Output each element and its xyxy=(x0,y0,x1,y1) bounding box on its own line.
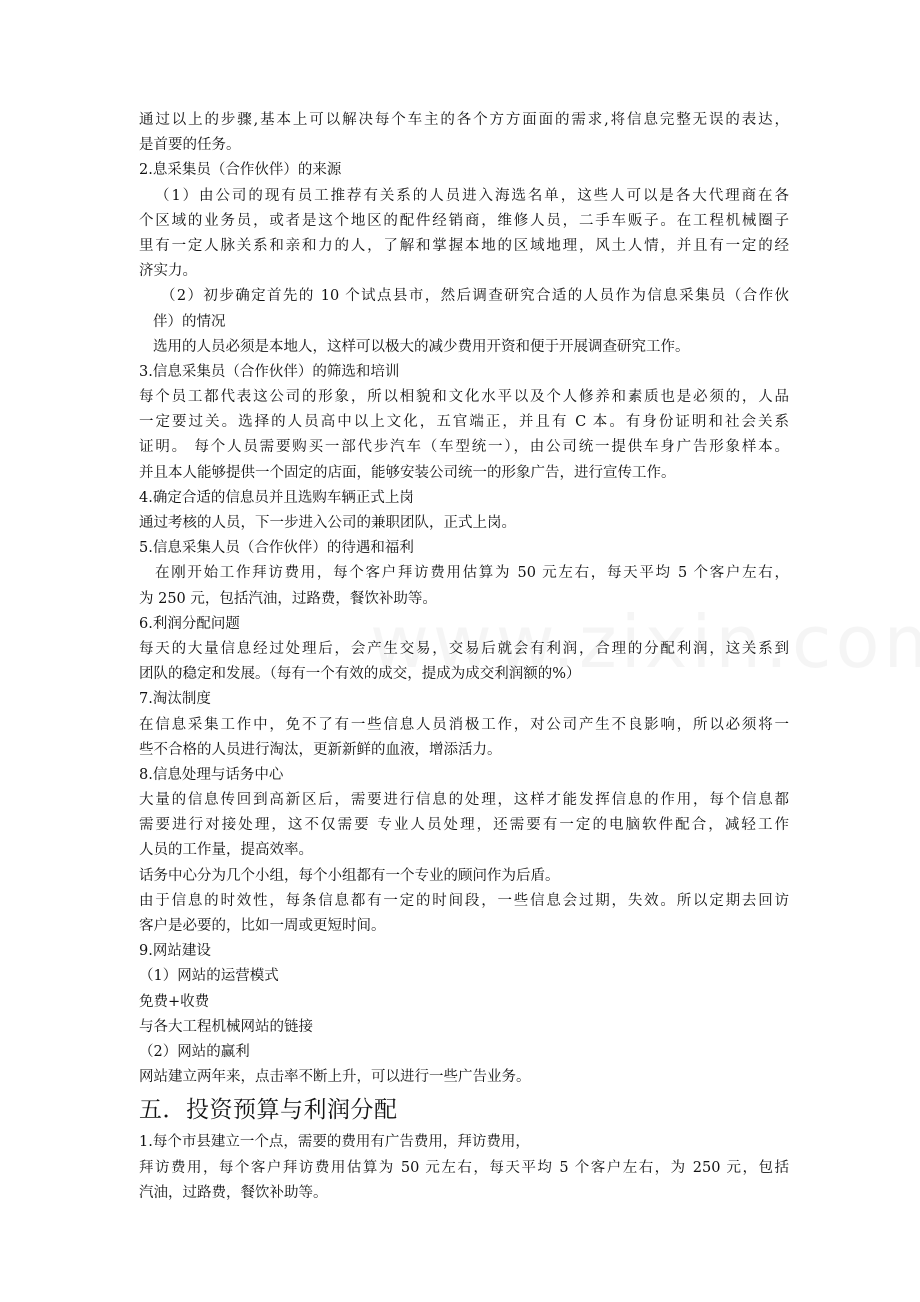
paragraph-line: 通过以上的步骤,基本上可以解决每个车主的各个方方面面的需求,将信息完整无误的表达， xyxy=(139,112,789,128)
paragraph-line: （1）由公司的现有员工推荐有关系的人员进入海选名单，这些人可以是各大代理商在各 xyxy=(155,187,789,204)
paragraph-line: 话务中心分为几个小组，每个小组都有一个专业的顾问作为后盾。 xyxy=(139,867,560,884)
paragraph-line: 证明。 每个人员需要购买一部代步汽车（车型统一），由公司统一提供车身广告形象样本。 xyxy=(139,439,789,456)
paragraph-line: 在刚开始工作拜访费用，每个客户拜访费用估算为 50 元左右，每天平均 5 个客户左右， xyxy=(155,565,789,582)
paragraph-line: 伴）的情况 xyxy=(153,313,226,330)
section-subheading: 5.信息采集人员（合作伙伴）的待遇和福利 xyxy=(139,540,414,557)
paragraph-line: 需要进行对接处理，这不仅需要 专业人员处理，还需要有一定的电脑软件配合，减轻工作 xyxy=(139,817,789,834)
paragraph-line: 汽油，过路费，餐饮补助等。 xyxy=(139,1184,328,1201)
paragraph-line: （1）网站的运营模式 xyxy=(139,968,279,985)
paragraph-line: 为 250 元，包括汽油，过路费，餐饮补助等。 xyxy=(139,590,437,607)
paragraph-line: 由于信息的时效性，每条信息都有一定的时间段，一些信息会过期，失效。所以定期去回访 xyxy=(139,892,789,909)
paragraph-line: 网站建立两年来，点击率不断上升，可以进行一些广告业务。 xyxy=(139,1069,531,1086)
paragraph-line: 并且本人能够提供一个固定的店面，能够安装公司统一的形象广告，进行宣传工作。 xyxy=(139,464,676,481)
paragraph-line: 客户是必要的，比如一周或更短时间。 xyxy=(139,918,386,934)
paragraph-line: 在信息采集工作中，免不了有一些信息人员消极工作，对公司产生不良影响，所以必须将一 xyxy=(139,716,789,733)
document-page xyxy=(139,108,789,1206)
paragraph-line: （2）初步确定首先的 10 个试点县市，然后调查研究合适的人员作为信息采集员（合作伙 xyxy=(161,288,789,305)
paragraph-line: 与各大工程机械网站的链接 xyxy=(139,1018,313,1035)
section-subheading: 9.网站建设 xyxy=(139,943,211,960)
section-subheading: 3.信息采集员（合作伙伴）的筛选和培训 xyxy=(139,363,400,380)
paragraph-line: 免费+收费 xyxy=(139,993,210,1010)
section-subheading: 4.确定合适的信息员并且选购车辆正式上岗 xyxy=(139,489,414,506)
section-subheading: 7.淘汰制度 xyxy=(139,691,211,708)
paragraph-line: 通过考核的人员，下一步进入公司的兼职团队，正式上岗。 xyxy=(139,515,516,531)
paragraph-line: 个区域的业务员，或者是这个地区的配件经销商，维修人员，二手车贩子。在工程机械圈子 xyxy=(139,212,789,229)
section-subheading: 8.信息处理与话务中心 xyxy=(139,766,284,783)
section-subheading: 6.利润分配问题 xyxy=(139,615,240,632)
paragraph-line: 些不合格的人员进行淘汰，更新新鲜的血液，增添活力。 xyxy=(139,741,502,758)
paragraph-line: 济实力。 xyxy=(139,263,197,280)
paragraph-line: 1.每个市县建立一个点，需要的费用有广告费用，拜访费用， xyxy=(139,1134,530,1151)
paragraph-line: 一定要过关。选择的人员高中以上文化，五官端正，并且有 C 本。有身份证明和社会关系 xyxy=(139,414,789,431)
paragraph-line: 是首要的任务。 xyxy=(139,137,241,154)
section-subheading: 2.息采集员（合作伙伴）的来源 xyxy=(139,162,342,179)
section-heading: 五．投资预算与利润分配 xyxy=(139,1097,398,1124)
paragraph-line: 大量的信息传回到高新区后，需要进行信息的处理，这样才能发挥信息的作用，每个信息都 xyxy=(139,792,789,809)
paragraph-line: 选用的人员必须是本地人，这样可以极大的减少费用开资和便于开展调查研究工作。 xyxy=(153,338,690,355)
paragraph-line: 团队的稳定和发展。（每有一个有效的成交，提成为成交利润额的%） xyxy=(139,666,581,683)
paragraph-line: 每个员工都代表这公司的形象，所以相貌和文化水平以及个人修养和素质也是必须的，人品 xyxy=(139,389,789,406)
paragraph-line: 每天的大量信息经过处理后，会产生交易，交易后就会有利润，合理的分配利润，这关系到 xyxy=(139,640,789,657)
paragraph-line: 人员的工作量，提高效率。 xyxy=(139,842,313,859)
paragraph-line: 拜访费用，每个客户拜访费用估算为 50 元左右，每天平均 5 个客户左右，为 250 元，包括 xyxy=(139,1159,789,1176)
paragraph-line: 里有一定人脉关系和亲和力的人，了解和掌握本地的区域地理，风土人情，并且有一定的经 xyxy=(139,237,789,254)
paragraph-line: （2）网站的赢利 xyxy=(139,1043,250,1060)
